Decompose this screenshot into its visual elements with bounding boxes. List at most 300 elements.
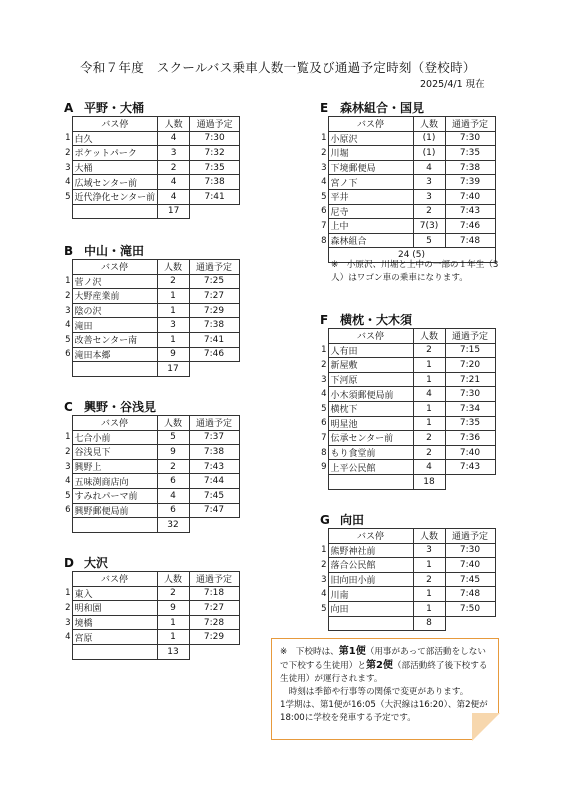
column-header-time: 通過予定 (189, 260, 239, 275)
total-spacer (445, 616, 495, 631)
total-count: 17 (158, 204, 190, 219)
notice-text: ※ 下校時は、 (280, 647, 339, 657)
column-header-stop: バス停 (72, 260, 157, 275)
pass-time: 7:29 (189, 303, 239, 318)
rider-count: 6 (157, 503, 189, 518)
page-fold-decoration (472, 713, 500, 741)
bus-stop-name: 広域センター前 (72, 175, 158, 190)
route-table (62, 259, 240, 377)
pass-time: 7:46 (445, 219, 495, 234)
section-a (62, 100, 240, 219)
row-index: 5 (65, 490, 71, 501)
section-title (62, 399, 240, 415)
bus-stop-name: 宮ノ下 (328, 175, 413, 190)
rider-count: 7(3) (413, 219, 445, 234)
total-label-blank (72, 644, 157, 659)
bus-stop-name: 東入 (72, 586, 157, 601)
bus-stop-name: 向田 (328, 601, 413, 616)
table-row (62, 131, 240, 146)
row-index: 5 (321, 403, 327, 414)
rider-count: 1 (413, 401, 445, 416)
table-row (318, 204, 495, 219)
rider-count: 3 (413, 189, 445, 204)
table-row (318, 358, 495, 373)
table-row (318, 401, 495, 416)
table-row (318, 587, 495, 602)
table-header-row (62, 260, 239, 275)
rider-count: 1 (413, 558, 445, 573)
rider-count: 1 (157, 289, 189, 304)
row-index-spacer (62, 572, 72, 587)
rider-count: 1 (413, 601, 445, 616)
table-row (318, 160, 495, 175)
rider-count: 1 (157, 332, 189, 347)
total-row (62, 518, 239, 533)
section-letter: A (64, 101, 74, 115)
bus-stop-name: ポケットパーク (72, 146, 158, 161)
bus-stop-name: 上中 (328, 219, 413, 234)
bus-stop-name: 改善センター南 (72, 332, 157, 347)
rider-count: 9 (157, 347, 189, 362)
bus-stop-name: 陰の沢 (72, 303, 157, 318)
pass-time: 7:34 (445, 401, 495, 416)
section-title (62, 243, 240, 259)
row-index: 3 (321, 374, 327, 385)
row-index-spacer (62, 362, 72, 377)
rider-count: 6 (157, 474, 189, 489)
table-row (62, 615, 239, 630)
table-row (62, 474, 239, 489)
section-name: 向田 (340, 513, 365, 527)
row-index-spacer (62, 117, 72, 132)
table-row (318, 131, 495, 146)
bus-stop-name: 横枕下 (328, 401, 413, 416)
bus-stop-name: 下境郵便局 (328, 160, 413, 175)
section-b (62, 243, 240, 377)
section-g (318, 512, 496, 631)
rider-count: 1 (157, 303, 189, 318)
row-index: 2 (65, 147, 71, 158)
row-index-spacer (62, 204, 72, 219)
pass-time: 7:43 (189, 459, 239, 474)
section-letter: G (320, 513, 330, 527)
rider-count: 5 (413, 233, 445, 248)
rider-count: 1 (157, 615, 189, 630)
row-index: 2 (321, 559, 327, 570)
row-index-spacer (318, 474, 328, 489)
row-index-spacer (62, 416, 72, 431)
row-index-spacer (318, 616, 328, 631)
column-header-stop: バス停 (72, 416, 157, 431)
table-row (318, 601, 495, 616)
row-index: 7 (321, 432, 327, 443)
section-name: 大沢 (84, 556, 109, 570)
rider-count: 1 (157, 630, 189, 645)
pass-time: 7:38 (445, 160, 495, 175)
rider-count: 4 (158, 175, 190, 190)
table-row (318, 372, 495, 387)
table-row (318, 445, 495, 460)
bus-stop-name: 白久 (72, 131, 158, 146)
table-header-row (318, 329, 495, 344)
section-name: 平野・大桶 (84, 101, 145, 115)
row-index: 2 (321, 359, 327, 370)
row-index: 6 (65, 349, 71, 360)
row-index: 7 (321, 220, 327, 231)
rider-count: (1) (413, 146, 445, 161)
notice-text: （用事があって部活動をしないで下校する生徒用）と (280, 647, 486, 671)
rider-count: 2 (413, 343, 445, 358)
column-header-count: 人数 (413, 529, 445, 544)
row-index: 5 (321, 603, 327, 614)
table-header-row (62, 117, 240, 132)
table-row (62, 332, 239, 347)
rider-count: 4 (158, 131, 190, 146)
column-header-count: 人数 (413, 117, 445, 132)
bus-stop-name: 大桶 (72, 160, 158, 175)
section-letter: E (320, 101, 329, 115)
table-row (318, 146, 495, 161)
row-index-spacer (318, 248, 328, 263)
table-header-row (318, 529, 495, 544)
section-title (318, 312, 496, 328)
pass-time: 7:47 (189, 503, 239, 518)
pass-time: 7:27 (189, 601, 239, 616)
total-spacer (445, 474, 495, 489)
table-row (318, 558, 495, 573)
pass-time: 7:20 (445, 358, 495, 373)
row-index: 4 (321, 389, 327, 400)
bus-stop-name: すみれパーマ前 (72, 488, 157, 503)
total-row (318, 616, 495, 631)
pass-time: 7:41 (189, 332, 239, 347)
bus-stop-name: 滝田 (72, 318, 157, 333)
row-index: 5 (321, 191, 327, 202)
column-header-stop: バス停 (328, 329, 413, 344)
notice-bold-second-bus: 第2便 (365, 660, 393, 671)
total-count: 17 (157, 362, 189, 377)
rider-count: 9 (157, 601, 189, 616)
rider-count: 3 (158, 146, 190, 161)
route-table (318, 328, 496, 490)
notice-line-1 (280, 645, 491, 686)
row-index-spacer (62, 260, 72, 275)
bus-stop-name: 下河原 (328, 372, 413, 387)
route-table (318, 528, 496, 631)
row-index: 3 (65, 162, 71, 173)
rider-count: 2 (157, 274, 189, 289)
total-spacer (189, 644, 239, 659)
total-row (62, 362, 239, 377)
row-index-spacer (318, 529, 328, 544)
rider-count: 2 (413, 572, 445, 587)
rider-count: 4 (413, 387, 445, 402)
pass-time: 7:37 (189, 430, 239, 445)
total-label-blank (328, 474, 413, 489)
row-index: 1 (321, 545, 327, 556)
row-index: 3 (65, 305, 71, 316)
bus-stop-name: 人有田 (328, 343, 413, 358)
row-index: 4 (65, 476, 71, 487)
column-header-time: 通過予定 (445, 117, 495, 132)
bus-stop-name: 熊野神社前 (328, 543, 413, 558)
bus-stop-name: 七合小前 (72, 430, 157, 445)
pass-time: 7:18 (189, 586, 239, 601)
table-row (62, 146, 240, 161)
rider-count: (1) (413, 131, 445, 146)
total-label-blank (72, 204, 158, 219)
total-count: 32 (157, 518, 189, 533)
rider-count: 9 (157, 445, 189, 460)
total-count: 18 (413, 474, 445, 489)
pass-time: 7:40 (445, 189, 495, 204)
table-row (318, 460, 495, 475)
bus-stop-name: 谷浅見下 (72, 445, 157, 460)
route-table (62, 571, 240, 660)
section-e (318, 100, 496, 263)
table-row (62, 274, 239, 289)
bus-stop-name: 尼寺 (328, 204, 413, 219)
section-name: 森林組合・国見 (340, 101, 425, 115)
table-row (62, 586, 239, 601)
pass-time: 7:32 (190, 146, 240, 161)
row-index: 4 (321, 589, 327, 600)
row-index: 1 (321, 345, 327, 356)
route-table (62, 415, 240, 533)
bus-stop-name: 新屋敷 (328, 358, 413, 373)
pass-time: 7:41 (190, 189, 240, 204)
bus-stop-name: 伝承センター前 (328, 431, 413, 446)
section-letter: D (64, 556, 74, 570)
notice-bold-first-bus: 第1便 (338, 646, 366, 657)
bus-stop-name: 小木須郵便局前 (328, 387, 413, 402)
pass-time: 7:45 (189, 488, 239, 503)
rider-count: 4 (158, 189, 190, 204)
rider-count: 4 (413, 160, 445, 175)
row-index-spacer (62, 518, 72, 533)
row-index: 6 (321, 206, 327, 217)
row-index: 5 (65, 334, 71, 345)
column-header-time: 通過予定 (189, 572, 239, 587)
total-spacer (189, 362, 239, 377)
row-index: 2 (65, 602, 71, 613)
table-row (62, 289, 239, 304)
column-header-count: 人数 (157, 416, 189, 431)
pass-time: 7:39 (445, 175, 495, 190)
rider-count: 2 (157, 586, 189, 601)
pass-time: 7:29 (189, 630, 239, 645)
row-index: 1 (65, 432, 71, 443)
table-row (62, 175, 240, 190)
bus-stop-name: 明和園 (72, 601, 157, 616)
pass-time: 7:25 (189, 274, 239, 289)
bus-stop-name: 森林組合 (328, 233, 413, 248)
pass-time: 7:48 (445, 233, 495, 248)
row-index: 3 (65, 461, 71, 472)
table-row (62, 601, 239, 616)
pass-time: 7:38 (189, 445, 239, 460)
pass-time: 7:15 (445, 343, 495, 358)
rider-count: 2 (158, 160, 190, 175)
total-count: 13 (157, 644, 189, 659)
row-index: 1 (321, 133, 327, 144)
pass-time: 7:35 (445, 416, 495, 431)
bus-stop-name: 五味渕商店向 (72, 474, 157, 489)
column-header-count: 人数 (158, 117, 190, 132)
rider-count: 1 (413, 372, 445, 387)
table-row (318, 572, 495, 587)
table-header-row (62, 416, 239, 431)
pass-time: 7:28 (189, 615, 239, 630)
pass-time: 7:43 (445, 460, 495, 475)
section-letter: C (64, 400, 73, 414)
section-title (318, 100, 496, 116)
route-table (318, 116, 496, 263)
row-index: 2 (65, 446, 71, 457)
notice-box (271, 638, 499, 740)
row-index: 8 (321, 447, 327, 458)
table-row (318, 416, 495, 431)
pass-time: 7:36 (445, 431, 495, 446)
total-spacer (190, 204, 240, 219)
row-index: 4 (65, 177, 71, 188)
row-index: 1 (65, 276, 71, 287)
table-header-row (318, 117, 495, 132)
table-row (318, 543, 495, 558)
pass-time: 7:30 (445, 131, 495, 146)
section-d (62, 555, 240, 660)
row-index: 3 (321, 162, 327, 173)
rider-count: 2 (413, 204, 445, 219)
section-c (62, 399, 240, 533)
notice-line-2: 時刻は季節や行事等の関係で変更があります。 (280, 687, 469, 697)
pass-time: 7:40 (445, 558, 495, 573)
column-header-count: 人数 (157, 572, 189, 587)
pass-time: 7:43 (445, 204, 495, 219)
table-row (62, 430, 239, 445)
total-row (318, 474, 495, 489)
table-row (62, 445, 239, 460)
rider-count: 3 (413, 175, 445, 190)
bus-stop-name: 落合公民館 (328, 558, 413, 573)
section-e-note: ※ 小原沢、川堀と上中の一部の１年生（3人）はワゴン車の乗車になります。 (331, 260, 499, 283)
row-index: 5 (65, 191, 71, 202)
bus-stop-name: 平井 (328, 189, 413, 204)
column-header-time: 通過予定 (445, 329, 495, 344)
table-row (318, 387, 495, 402)
row-index: 6 (65, 505, 71, 516)
row-index: 4 (65, 632, 71, 643)
table-row (62, 630, 239, 645)
rider-count: 2 (157, 459, 189, 474)
bus-stop-name: 旧向田小前 (328, 572, 413, 587)
bus-stop-name: 興野上 (72, 459, 157, 474)
column-header-stop: バス停 (72, 117, 158, 132)
section-title (62, 100, 240, 116)
row-index: 6 (321, 418, 327, 429)
table-row (62, 160, 240, 175)
bus-stop-name: 境橋 (72, 615, 157, 630)
table-row (318, 189, 495, 204)
rider-count: 1 (413, 587, 445, 602)
row-index: 4 (321, 177, 327, 188)
column-header-time: 通過予定 (445, 529, 495, 544)
section-name: 中山・滝田 (84, 244, 145, 258)
total-row (62, 644, 239, 659)
rider-count: 2 (413, 431, 445, 446)
section-title (62, 555, 240, 571)
table-row (62, 347, 239, 362)
table-row (318, 219, 495, 234)
total-count: 8 (413, 616, 445, 631)
notice-text: （部活動終了後下校する生徒用）が運行されます。 (280, 661, 488, 684)
pass-time: 7:30 (445, 543, 495, 558)
table-row (62, 189, 240, 204)
column-header-count: 人数 (413, 329, 445, 344)
table-row (318, 175, 495, 190)
pass-time: 7:46 (189, 347, 239, 362)
bus-stop-name: 川堀 (328, 146, 413, 161)
pass-time: 7:30 (190, 131, 240, 146)
bus-stop-name: 川南 (328, 587, 413, 602)
row-index-spacer (318, 329, 328, 344)
rider-count: 3 (413, 543, 445, 558)
rider-count: 5 (157, 430, 189, 445)
table-row (62, 303, 239, 318)
pass-time: 7:44 (189, 474, 239, 489)
rider-count: 1 (413, 416, 445, 431)
total-count: 24 (5) (328, 248, 495, 263)
row-index: 3 (65, 617, 71, 628)
pass-time: 7:50 (445, 601, 495, 616)
table-header-row (62, 572, 239, 587)
bus-stop-name: 明星池 (328, 416, 413, 431)
pass-time: 7:35 (190, 160, 240, 175)
row-index: 1 (65, 133, 71, 144)
pass-time: 7:38 (189, 318, 239, 333)
section-letter: F (320, 313, 329, 327)
notice-line-3: 1学期は、第1便が16:05（大沢線は16:20）、第2便が18:00に学校を発車する予定です。 (280, 700, 488, 723)
total-label-blank (328, 616, 413, 631)
bus-stop-name: 菅ノ沢 (72, 274, 157, 289)
pass-time: 7:35 (445, 146, 495, 161)
table-row (62, 503, 239, 518)
column-header-stop: バス停 (328, 529, 413, 544)
route-table (62, 116, 240, 219)
rider-count: 2 (413, 445, 445, 460)
total-row (62, 204, 240, 219)
section-name: 興野・谷浅見 (84, 400, 157, 414)
bus-stop-name: 上平公民館 (328, 460, 413, 475)
table-row (318, 233, 495, 248)
pass-time: 7:38 (190, 175, 240, 190)
page-title: 令和７年度 スクールバス乗車人数一覧及び通過予定時刻（登校時） (80, 60, 476, 75)
bus-stop-name: 宮原 (72, 630, 157, 645)
table-row (62, 318, 239, 333)
bus-stop-name: 近代浄化センター前 (72, 189, 158, 204)
pass-time: 7:40 (445, 445, 495, 460)
rider-count: 3 (157, 318, 189, 333)
row-index-spacer (318, 117, 328, 132)
rider-count: 4 (413, 460, 445, 475)
column-header-stop: バス停 (72, 572, 157, 587)
rider-count: 4 (157, 488, 189, 503)
total-label-blank (72, 518, 157, 533)
pass-time: 7:21 (445, 372, 495, 387)
bus-stop-name: もり食堂前 (328, 445, 413, 460)
pass-time: 7:30 (445, 387, 495, 402)
bus-stop-name: 小原沢 (328, 131, 413, 146)
